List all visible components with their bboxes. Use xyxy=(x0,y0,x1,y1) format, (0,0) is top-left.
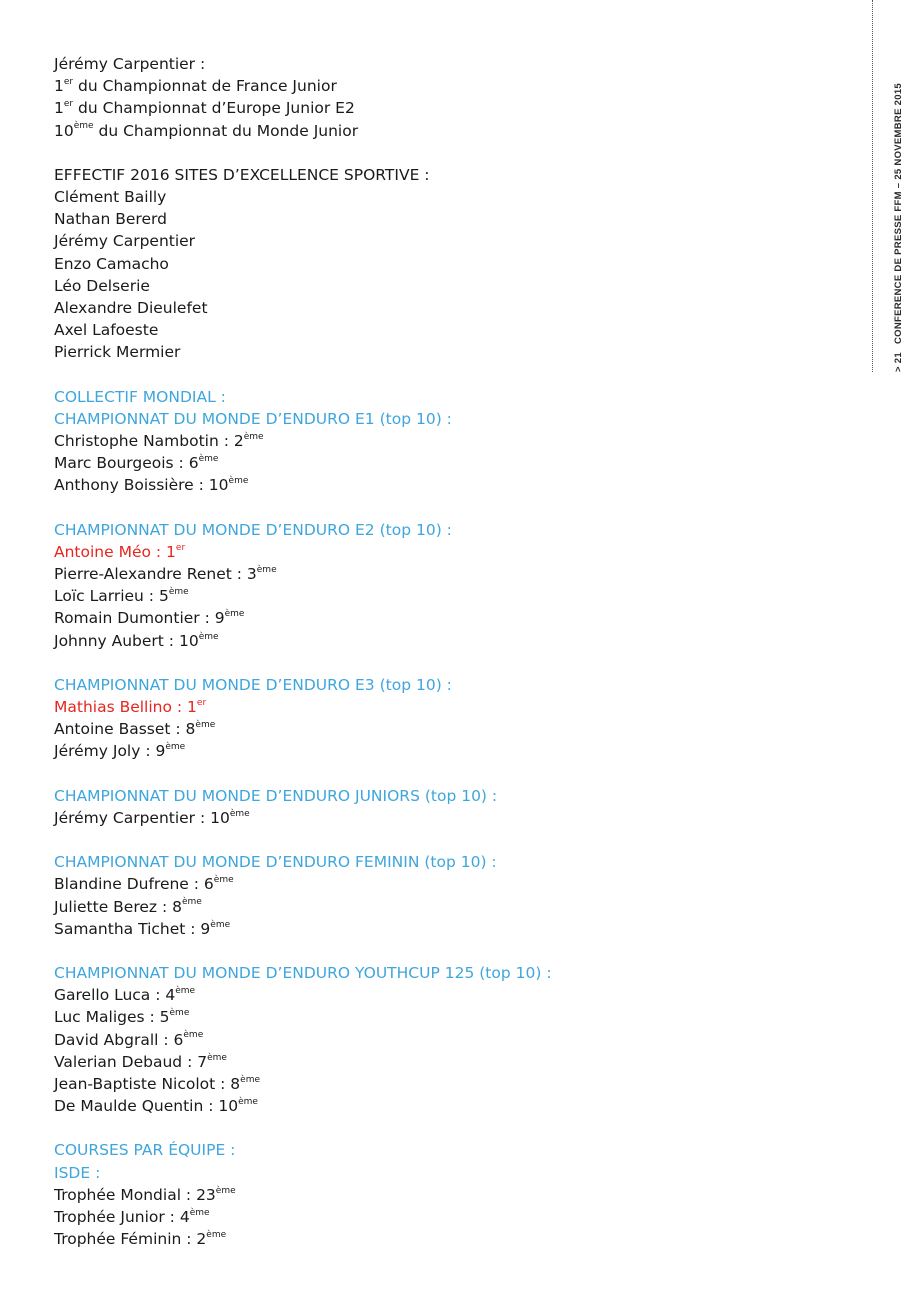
text-line xyxy=(54,1073,844,1095)
rank-suffix: ème xyxy=(243,431,264,442)
section-heading xyxy=(54,386,844,408)
text-line xyxy=(54,253,844,275)
line-text-rest: du Championnat de France Junior xyxy=(73,77,337,96)
text-line xyxy=(54,607,844,629)
text-line xyxy=(54,1006,844,1028)
line-text: Pierrick Mermier xyxy=(54,343,181,362)
text-line xyxy=(54,718,844,740)
sidebar-header xyxy=(893,83,904,372)
text-line xyxy=(54,430,844,452)
text-line xyxy=(54,1051,844,1073)
section-heading xyxy=(54,962,844,984)
rank-suffix: ème xyxy=(73,121,94,132)
text-line xyxy=(54,97,844,119)
section-heading xyxy=(54,408,844,430)
section-spacer xyxy=(54,940,844,962)
line-text: Valerian Debaud : 7 xyxy=(54,1052,208,1071)
highlight-result xyxy=(54,696,844,718)
text-line xyxy=(54,230,844,252)
text-line xyxy=(54,873,844,895)
text-line xyxy=(54,1095,844,1117)
press-conference-label: CONFERENCE DE PRESSE FFM – 25 NOVEMBRE 2015 xyxy=(893,83,904,345)
section-spacer xyxy=(54,829,844,851)
rank-suffix: ème xyxy=(198,454,219,465)
section-heading xyxy=(54,1162,844,1184)
line-text: Léo Delserie xyxy=(54,276,150,295)
rank-suffix: ème xyxy=(165,742,186,753)
line-text: Blandine Dufrene : 6 xyxy=(54,875,214,894)
rank-suffix: er xyxy=(63,77,74,88)
text-line xyxy=(54,75,844,97)
text-line xyxy=(54,984,844,1006)
text-line xyxy=(54,1206,844,1228)
text-line xyxy=(54,120,844,142)
sidebar-divider xyxy=(872,0,873,372)
text-line xyxy=(54,474,844,496)
rank-suffix: ème xyxy=(238,1096,258,1107)
text-line xyxy=(54,275,844,297)
text-line xyxy=(54,452,844,474)
line-text: Samantha Tichet : 9 xyxy=(54,919,211,938)
line-text: CHAMPIONNAT DU MONDE D’ENDURO E1 (top 10) : xyxy=(54,409,452,428)
line-text: Antoine Basset : 8 xyxy=(54,720,196,739)
rank-suffix: er xyxy=(175,542,186,553)
line-text: COURSES PAR ÉQUIPE : xyxy=(54,1141,236,1160)
text-line xyxy=(54,341,844,363)
section-heading xyxy=(54,674,844,696)
section-spacer xyxy=(54,763,844,785)
line-text: CHAMPIONNAT DU MONDE D’ENDURO E2 (top 10) : xyxy=(54,520,452,539)
rank-suffix: ème xyxy=(215,1185,236,1196)
line-text: Mathias Bellino : 1 xyxy=(54,698,197,717)
line-text: Jérémy Carpentier : 10 xyxy=(54,808,230,827)
section-heading xyxy=(54,785,844,807)
line-text: De Maulde Quentin : 10 xyxy=(54,1097,239,1116)
section-spacer xyxy=(54,142,844,164)
rank-suffix: ème xyxy=(198,631,219,642)
line-text: Alexandre Dieulefet xyxy=(54,299,208,318)
line-text: David Abgrall : 6 xyxy=(54,1030,184,1049)
text-line xyxy=(54,319,844,341)
rank-suffix: ème xyxy=(195,720,216,731)
line-text: Luc Maliges : 5 xyxy=(54,1008,170,1027)
line-text: CHAMPIONNAT DU MONDE D’ENDURO JUNIORS (top 10) : xyxy=(54,786,498,805)
rank-suffix: ème xyxy=(206,1229,227,1240)
line-text: Axel Lafoeste xyxy=(54,321,159,340)
text-line xyxy=(54,1184,844,1206)
section-spacer xyxy=(54,364,844,386)
document-body xyxy=(54,53,844,1250)
line-text: Clément Bailly xyxy=(54,188,167,207)
text-line xyxy=(54,918,844,940)
line-text: 1 xyxy=(54,77,64,96)
text-line xyxy=(54,186,844,208)
line-text: Enzo Camacho xyxy=(54,254,169,273)
rank-suffix: er xyxy=(63,99,74,110)
section-spacer xyxy=(54,497,844,519)
text-line xyxy=(54,164,844,186)
text-line xyxy=(54,563,844,585)
section-heading xyxy=(54,851,844,873)
rank-suffix: ème xyxy=(181,897,202,908)
rank-suffix: ème xyxy=(175,985,196,996)
text-line xyxy=(54,740,844,762)
line-text: Jérémy Carpentier : xyxy=(54,55,206,73)
text-line xyxy=(54,630,844,652)
rank-suffix: ème xyxy=(224,609,245,620)
rank-suffix: ème xyxy=(228,476,249,487)
line-text: CHAMPIONNAT DU MONDE D’ENDURO YOUTHCUP 125 (top 10) : xyxy=(54,963,552,982)
line-text: Jean-Baptiste Nicolot : 8 xyxy=(54,1074,241,1093)
page-number: > 21 xyxy=(893,352,904,372)
rank-suffix: ème xyxy=(213,875,234,886)
line-text: Johnny Aubert : 10 xyxy=(54,631,199,650)
line-text-rest: du Championnat du Monde Junior xyxy=(93,121,359,140)
line-text: Nathan Bererd xyxy=(54,210,167,229)
line-text: Juliette Berez : 8 xyxy=(54,897,182,916)
line-text: Romain Dumontier : 9 xyxy=(54,609,225,628)
line-text: ISDE : xyxy=(54,1163,101,1182)
highlight-result xyxy=(54,541,844,563)
line-text-rest: du Championnat d’Europe Junior E2 xyxy=(73,99,355,118)
text-line xyxy=(54,807,844,829)
section-heading xyxy=(54,1139,844,1161)
line-text: Garello Luca : 4 xyxy=(54,986,176,1005)
line-text: Antoine Méo : 1 xyxy=(54,542,176,561)
line-text: Loïc Larrieu : 5 xyxy=(54,587,169,606)
line-text: 10 xyxy=(54,121,74,140)
line-text: Trophée Mondial : 23 xyxy=(54,1185,216,1204)
text-line xyxy=(54,585,844,607)
text-line xyxy=(54,1029,844,1051)
rank-suffix: ème xyxy=(207,1052,227,1063)
rank-suffix: ème xyxy=(229,808,250,819)
rank-suffix: ème xyxy=(169,1008,190,1019)
line-text: Jérémy Joly : 9 xyxy=(54,742,166,761)
rank-suffix: ème xyxy=(210,919,231,930)
line-text: Jérémy Carpentier xyxy=(54,232,196,251)
text-line xyxy=(54,297,844,319)
line-text: Anthony Boissière : 10 xyxy=(54,476,229,495)
section-heading xyxy=(54,519,844,541)
line-text: Christophe Nambotin : 2 xyxy=(54,432,244,451)
line-text: Pierre-Alexandre Renet : 3 xyxy=(54,565,257,584)
section-spacer xyxy=(54,1117,844,1139)
line-text: CHAMPIONNAT DU MONDE D’ENDURO E3 (top 10) : xyxy=(54,675,452,694)
text-line xyxy=(54,896,844,918)
line-text: CHAMPIONNAT DU MONDE D’ENDURO FEMININ (top 10) : xyxy=(54,853,497,872)
rank-suffix: ème xyxy=(168,587,189,598)
text-line xyxy=(54,208,844,230)
line-text: 1 xyxy=(54,99,64,118)
rank-suffix: ème xyxy=(189,1207,210,1218)
text-line xyxy=(54,53,844,75)
line-text: Marc Bourgeois : 6 xyxy=(54,454,199,473)
line-text: COLLECTIF MONDIAL : xyxy=(54,387,226,406)
text-line xyxy=(54,1228,844,1250)
line-text: Trophée Junior : 4 xyxy=(54,1207,190,1226)
rank-suffix: ème xyxy=(256,564,277,575)
section-spacer xyxy=(54,652,844,674)
rank-suffix: ème xyxy=(183,1030,204,1041)
line-text: Trophée Féminin : 2 xyxy=(54,1230,207,1249)
rank-suffix: ème xyxy=(240,1074,260,1085)
line-text: EFFECTIF 2016 SITES D’EXCELLENCE SPORTIVE : xyxy=(54,165,430,184)
rank-suffix: er xyxy=(196,697,207,708)
